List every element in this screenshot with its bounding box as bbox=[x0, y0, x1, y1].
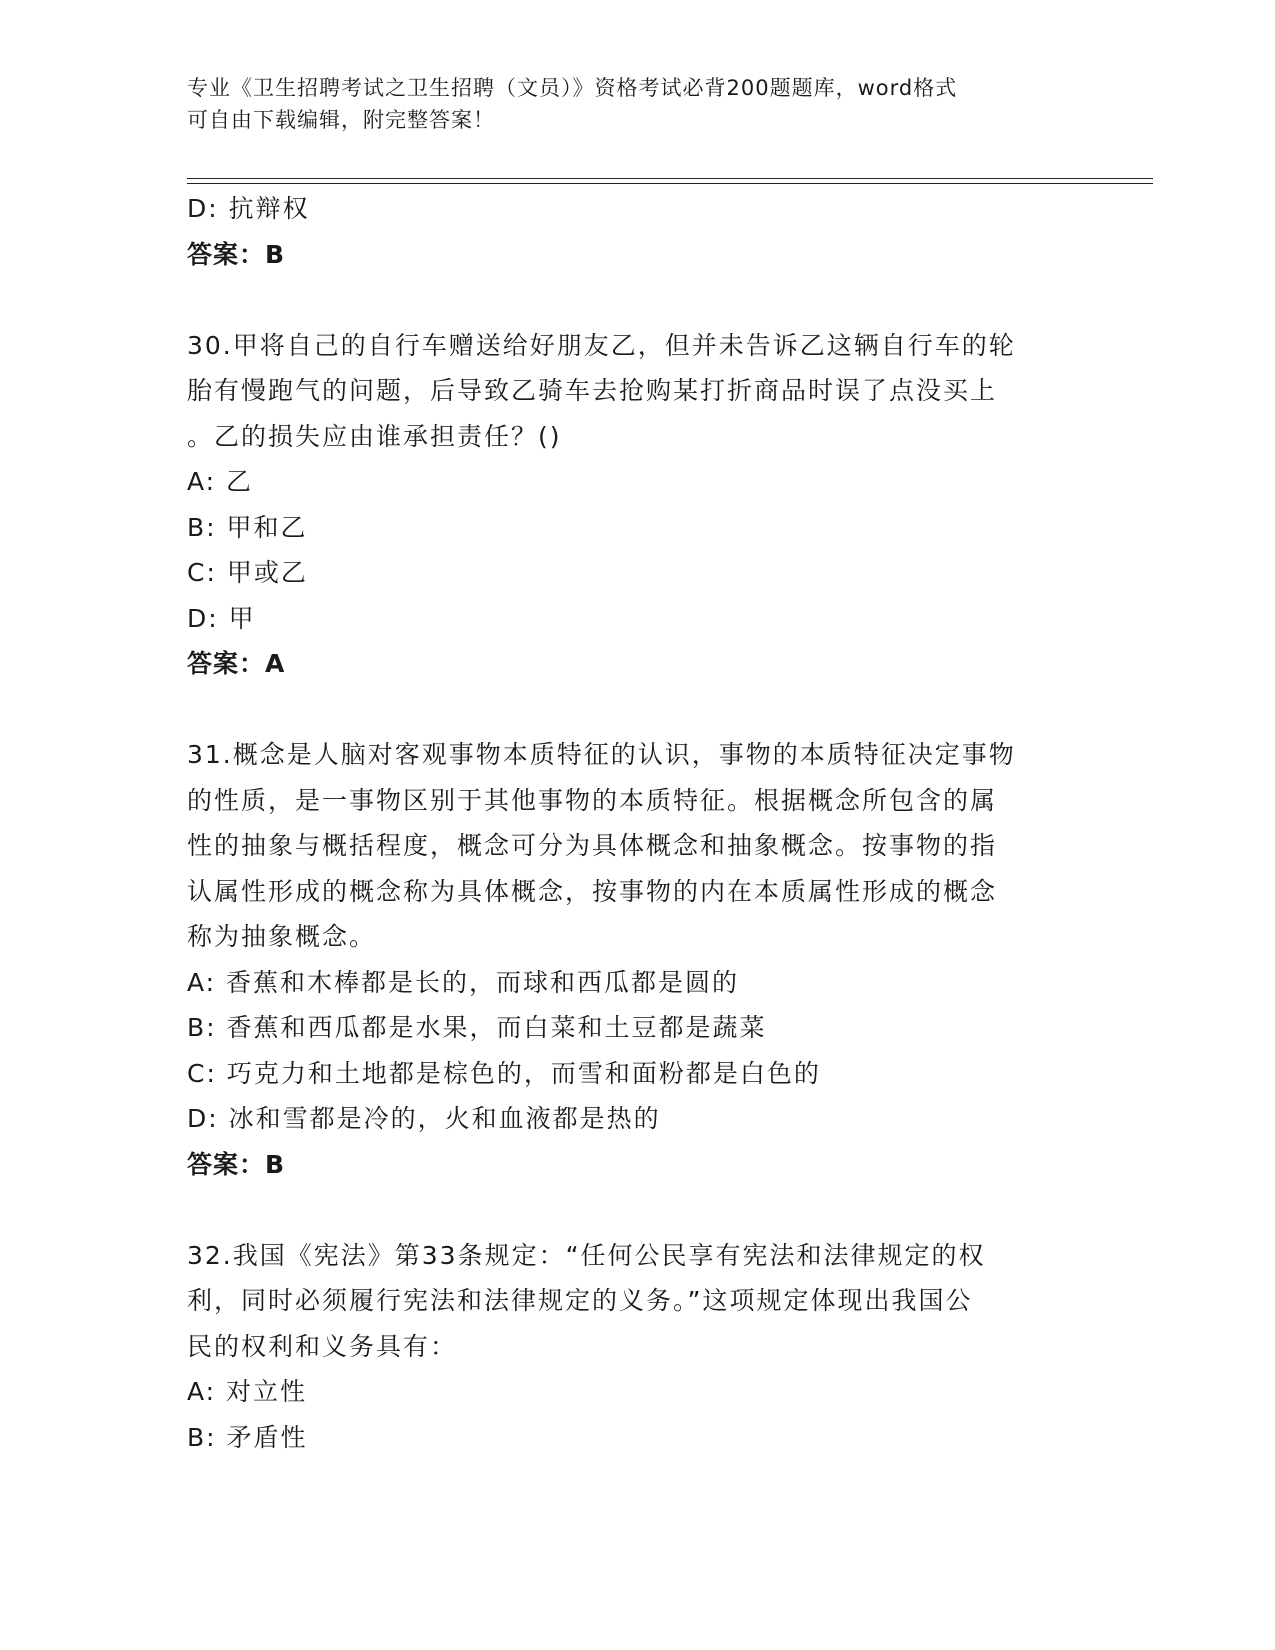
question-32-text-line-2: 利，同时必须履行宪法和法律规定的义务。”这项规定体现出我国公 bbox=[187, 1286, 973, 1315]
question-32-text-line-1: 32.我国《宪法》第33条规定：“任何公民享有宪法和法律规定的权 bbox=[187, 1240, 986, 1270]
question-31-text-line-2: 的性质，是一事物区别于其他事物的本质特征。根据概念所包含的属 bbox=[187, 785, 998, 815]
question-30-option-b: B: 甲和乙 bbox=[187, 512, 308, 542]
question-30-option-c: C: 甲或乙 bbox=[187, 558, 308, 587]
question-31-answer: 答案：B bbox=[187, 1149, 286, 1179]
question-30 bbox=[187, 323, 1087, 687]
spacer bbox=[187, 687, 1087, 733]
question-30-option-d: D: 甲 bbox=[187, 603, 256, 633]
header-divider-top bbox=[187, 178, 1153, 179]
question-31-option-c: C: 巧克力和土地都是棕色的，而雪和面粉都是白色的 bbox=[187, 1058, 821, 1088]
question-30-text-line-3: 。乙的损失应由谁承担责任？() bbox=[187, 421, 562, 451]
question-31-option-b: B: 香蕉和西瓜都是水果，而白菜和土豆都是蔬菜 bbox=[187, 1013, 767, 1042]
question-32 bbox=[187, 1233, 1087, 1461]
header-title-line-1: 专业《卫生招聘考试之卫生招聘（文员）》资格考试必背200题题库，word格式 bbox=[187, 76, 958, 100]
prev-question-option-d: D: 抗辩权 bbox=[187, 194, 310, 223]
question-32-option-a: A: 对立性 bbox=[187, 1377, 308, 1406]
header-divider-bottom bbox=[187, 183, 1153, 184]
question-31-text-line-4: 认属性形成的概念称为具体概念，按事物的内在本质属性形成的概念 bbox=[187, 876, 998, 906]
question-31-text-line-3: 性的抽象与概括程度，概念可分为具体概念和抽象概念。按事物的指 bbox=[187, 831, 998, 860]
header-title-line-2: 可自由下载编辑，附完整答案！ bbox=[187, 108, 495, 132]
document-header bbox=[187, 72, 1067, 136]
spacer bbox=[187, 277, 1087, 323]
question-31 bbox=[187, 732, 1087, 1187]
question-32-option-b: B: 矛盾性 bbox=[187, 1422, 308, 1452]
spacer bbox=[187, 1187, 1087, 1233]
question-30-answer: 答案：A bbox=[187, 649, 286, 678]
prev-question-answer: 答案：B bbox=[187, 239, 286, 269]
question-31-option-a: A: 香蕉和木棒都是长的，而球和西瓜都是圆的 bbox=[187, 967, 740, 997]
document-body bbox=[187, 186, 1087, 1460]
question-30-text-line-1: 30.甲将自己的自行车赠送给好朋友乙，但并未告诉乙这辆自行车的轮 bbox=[187, 330, 1016, 360]
question-30-option-a: A: 乙 bbox=[187, 467, 254, 496]
question-32-text-line-3: 民的权利和义务具有： bbox=[187, 1331, 458, 1361]
question-31-option-d: D: 冰和雪都是冷的，火和血液都是热的 bbox=[187, 1104, 661, 1133]
question-30-text-line-2: 胎有慢跑气的问题，后导致乙骑车去抢购某打折商品时误了点没买上 bbox=[187, 376, 998, 405]
question-31-text-line-5: 称为抽象概念。 bbox=[187, 922, 377, 951]
question-31-text-line-1: 31.概念是人脑对客观事物本质特征的认识，事物的本质特征决定事物 bbox=[187, 740, 1016, 769]
